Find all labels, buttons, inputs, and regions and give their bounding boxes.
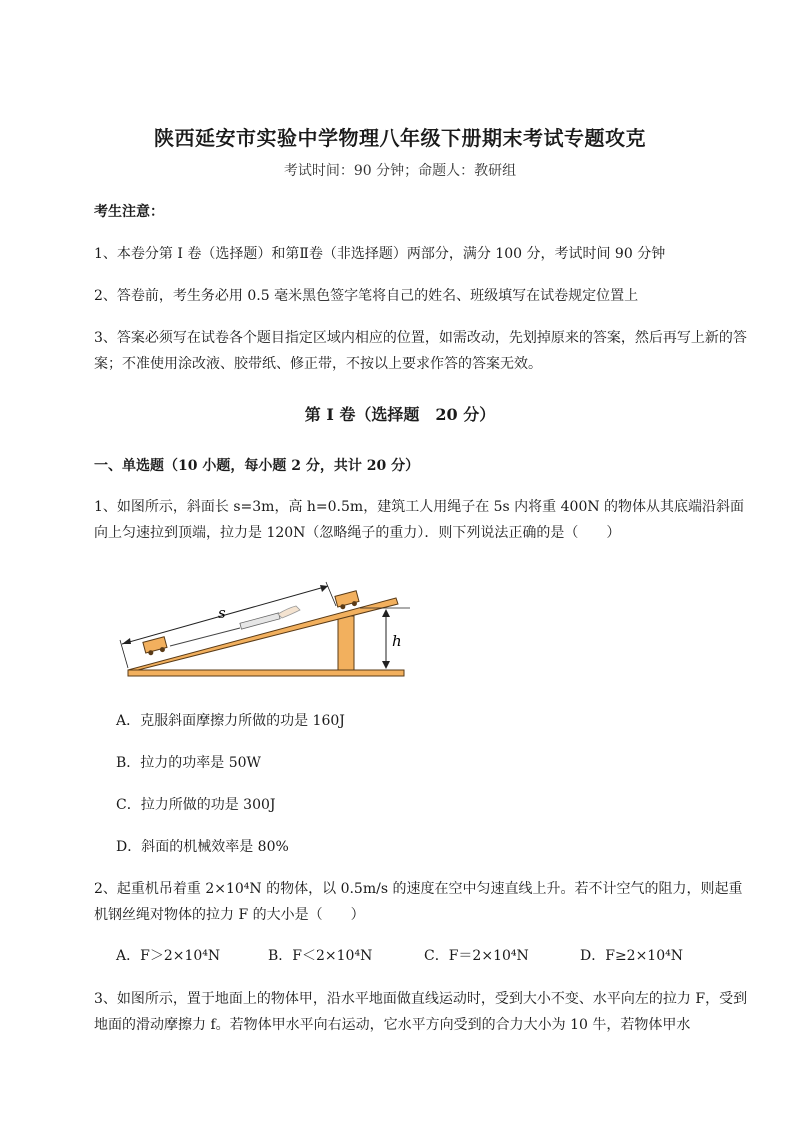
notice-item-3: 3、答案必须写在试卷各个题目指定区域内相应的位置，如需改动，先划掉原来的答案，然后再写上新的答案；不准使用涂改液、胶带纸、修正带，不按以上要求作答的答案无效。 <box>94 330 747 372</box>
question-2-stem: 2、起重机吊着重 2×10⁴N 的物体，以 0.5m/s 的速度在空中匀速直线上升。若不计空气的阻力，则起重机钢丝绳对物体的拉力 F 的大小是（ ） <box>94 881 743 923</box>
question-1-stem: 1、如图所示，斜面长 s=3m，高 h=0.5m，建筑工人用绳子在 5s 内将重 400N 的物体从其底端沿斜面向上匀速拉到顶端，拉力是 120N（忽略绳子的重力）．则下列说法正确的是（ ） <box>94 499 745 541</box>
q1-option-b[interactable]: B．拉力的功率是 50W <box>116 755 261 771</box>
q2-option-c[interactable]: C．F＝2×10⁴N <box>424 948 529 964</box>
incline-board <box>128 598 398 670</box>
q2-option-d[interactable]: D．F≥2×10⁴N <box>580 948 683 964</box>
label-h: h <box>392 632 402 650</box>
ground-board <box>128 670 404 676</box>
q2-option-b[interactable]: B．F＜2×10⁴N <box>268 948 373 964</box>
page-title: 陕西延安市实验中学物理八年级下册期末考试专题攻克 <box>154 126 646 150</box>
cart-top <box>335 591 360 611</box>
q1-option-d[interactable]: D．斜面的机械效率是 80% <box>116 839 289 855</box>
cart-bottom <box>143 637 168 657</box>
support-post <box>338 616 354 670</box>
incline-figure <box>110 570 420 685</box>
q1-option-c[interactable]: C．拉力所做的功是 300J <box>116 797 276 813</box>
q1-option-a[interactable]: A．克服斜面摩擦力所做的功是 160J <box>116 713 345 729</box>
q2-option-a[interactable]: A．F＞2×10⁴N <box>116 948 221 964</box>
notice-heading: 考生注意： <box>94 204 164 220</box>
part-title: 一、单选题（10 小题，每小题 2 分，共计 20 分） <box>94 458 420 474</box>
notice-item-1: 1、本卷分第 I 卷（选择题）和第Ⅱ卷（非选择题）两部分，满分 100 分，考试时间 90 分钟 <box>94 246 666 262</box>
spring-scale <box>240 613 280 629</box>
page-subtitle: 考试时间：90 分钟；命题人：教研组 <box>283 163 517 179</box>
label-s: s <box>218 604 226 622</box>
notice-item-2: 2、答卷前，考生务必用 0.5 毫米黑色签字笔将自己的姓名、班级填写在试卷规定位置上 <box>94 288 639 304</box>
hand <box>278 606 300 618</box>
section-title: 第 I 卷（选择题 20 分） <box>304 405 496 424</box>
question-3-stem: 3、如图所示，置于地面上的物体甲，沿水平地面做直线运动时，受到大小不变、水平向左的拉力 F，受到地面的滑动摩擦力 f。若物体甲水平向右运动，它水平方向受到的合力大小为 10 牛，若物体甲水 <box>94 991 748 1033</box>
